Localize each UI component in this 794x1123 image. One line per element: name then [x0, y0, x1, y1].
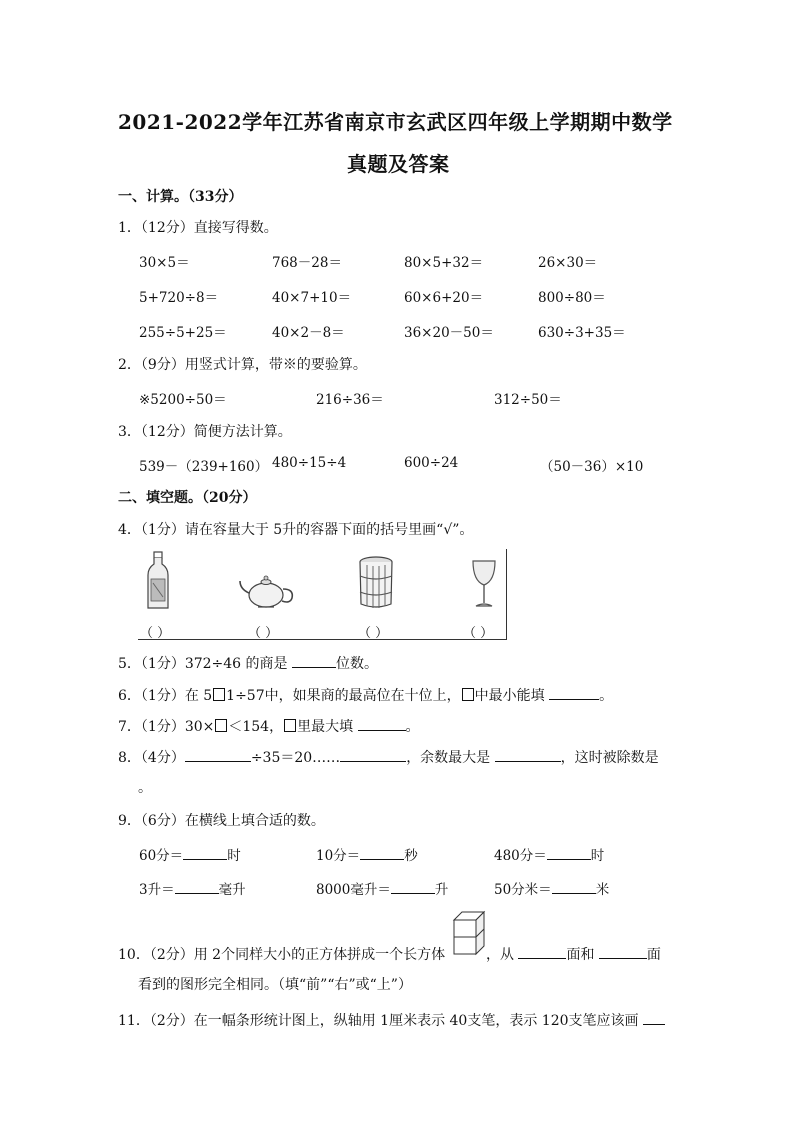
q3-item: （50－36）×10	[540, 459, 644, 475]
bottle-icon	[145, 551, 171, 611]
q8-text: ，余数最大是	[406, 750, 495, 766]
square-box-icon	[215, 719, 227, 732]
q9-item: 60分＝ 时	[139, 844, 241, 864]
question-8	[118, 747, 659, 767]
answer-blank[interactable]	[643, 1010, 665, 1025]
q1-item: 60×6+20＝	[404, 290, 484, 306]
q10-text: 面	[646, 947, 661, 963]
q7-text: 里最大填	[297, 719, 358, 735]
question-10-cont	[486, 944, 661, 964]
q10-text: ，从	[486, 947, 519, 963]
question-7	[118, 716, 420, 736]
q8-line2: 。	[138, 780, 152, 796]
q1-item: 80×5+32＝	[404, 255, 484, 271]
q4-answer-paren[interactable]: （ ）	[248, 626, 279, 641]
q10-line2: 看到的图形完全相同。（填“前”“右”或“上”）	[138, 977, 412, 993]
q6-text: 中最小能填	[474, 688, 550, 704]
q2-item: 312÷50＝	[494, 392, 562, 408]
q1-item: 36×20－50＝	[404, 325, 494, 341]
question-6	[118, 685, 613, 705]
answer-blank[interactable]	[549, 685, 599, 700]
container-pictures	[138, 549, 507, 640]
q1-item: 255÷5+25＝	[139, 325, 227, 341]
q8-text: ÷35＝20……	[250, 750, 341, 766]
q3-item: 600÷24	[404, 455, 459, 471]
q2-item: ※5200÷50＝	[139, 392, 227, 408]
q1-item: 30×5＝	[139, 255, 190, 271]
question-1-label: 1．（12分）直接写得数。	[118, 220, 278, 236]
q8-text: ，这时被除数是	[560, 750, 659, 766]
question-10	[118, 944, 445, 964]
answer-blank[interactable]	[175, 879, 219, 894]
teapot-icon	[238, 571, 298, 611]
page-title: 2021-2022学年江苏省南京市玄武区四年级上学期期中数学	[118, 110, 673, 134]
section-heading-fill-blank: 二、填空题。（20分）	[118, 490, 257, 506]
q2-item: 216÷36＝	[316, 392, 384, 408]
square-box-icon	[213, 688, 225, 701]
bucket-icon	[358, 554, 394, 610]
q6-text: 1÷57中，如果商的最高位在十位上，	[226, 688, 461, 704]
question-9-label: 9．（6分）在横线上填合适的数。	[118, 813, 325, 829]
answer-blank[interactable]	[552, 879, 596, 894]
square-box-icon	[462, 688, 474, 701]
answer-blank[interactable]	[183, 845, 227, 860]
question-3-label: 3．（12分）简便方法计算。	[118, 424, 292, 440]
answer-blank[interactable]	[495, 747, 561, 762]
q9-item: 8000毫升＝ 升	[316, 878, 448, 898]
q9-item: 10分＝ 秒	[316, 844, 418, 864]
answer-blank[interactable]	[391, 879, 435, 894]
section-heading-calculation: 一、计算。（33分）	[118, 189, 243, 205]
question-4-label: 4．（1分）请在容量大于 5升的容器下面的括号里画“√”。	[118, 522, 474, 538]
q1-item: 26×30＝	[538, 255, 598, 271]
q1-item: 768－28＝	[272, 255, 342, 271]
q4-answer-paren[interactable]: （ ）	[140, 626, 171, 641]
answer-blank[interactable]	[360, 845, 404, 860]
answer-blank[interactable]	[358, 716, 406, 731]
square-box-icon	[284, 719, 296, 732]
q7-text: ＜154，	[228, 719, 284, 735]
answer-blank[interactable]	[185, 747, 251, 762]
answer-blank[interactable]	[599, 944, 647, 959]
q3-item: 480÷15÷4	[272, 455, 347, 471]
q11-text: 11．（2分）在一幅条形统计图上，纵轴用 1厘米表示 40支笔，表示 120支笔应该画	[118, 1013, 643, 1029]
q9-item: 3升＝ 毫升	[139, 878, 246, 898]
q9-item: 480分＝ 时	[494, 844, 604, 864]
q3-item: 539－（239+160）	[139, 459, 269, 475]
question-2-label: 2．（9分）用竖式计算，带※的要验算。	[118, 357, 367, 373]
q1-item: 40×7+10＝	[272, 290, 352, 306]
q9-item: 50分米＝ 米	[494, 878, 609, 898]
question-5	[118, 653, 378, 673]
q1-item: 630÷3+35＝	[538, 325, 626, 341]
q1-item: 5+720÷8＝	[139, 290, 219, 306]
answer-blank[interactable]	[547, 845, 591, 860]
q5-text: 5．（1分）372÷46 的商是	[118, 656, 292, 672]
q1-item: 40×2－8＝	[272, 325, 345, 341]
q10-text: 10．（2分）用 2个同样大小的正方体拼成一个长方体	[118, 947, 446, 963]
q4-answer-paren[interactable]: （ ）	[358, 626, 389, 641]
answer-blank[interactable]	[340, 747, 406, 762]
answer-blank[interactable]	[518, 944, 566, 959]
q1-item: 800÷80＝	[538, 290, 606, 306]
q6-text: 6．（1分）在 5	[118, 688, 213, 704]
q10-text: 面和	[566, 947, 599, 963]
q7-text: 。	[405, 719, 420, 735]
cuboid-icon	[452, 910, 486, 956]
q6-text: 。	[599, 688, 614, 704]
question-11	[118, 1010, 665, 1030]
q4-answer-paren[interactable]: （ ）	[463, 626, 494, 641]
q5-text-end: 位数。	[335, 656, 378, 672]
wine-glass-icon	[470, 559, 498, 609]
q8-text: 8．（4分）	[118, 750, 185, 766]
q7-text: 7．（1分）30×	[118, 719, 215, 735]
answer-blank[interactable]	[292, 653, 336, 668]
page-title-line2: 真题及答案	[347, 152, 450, 176]
